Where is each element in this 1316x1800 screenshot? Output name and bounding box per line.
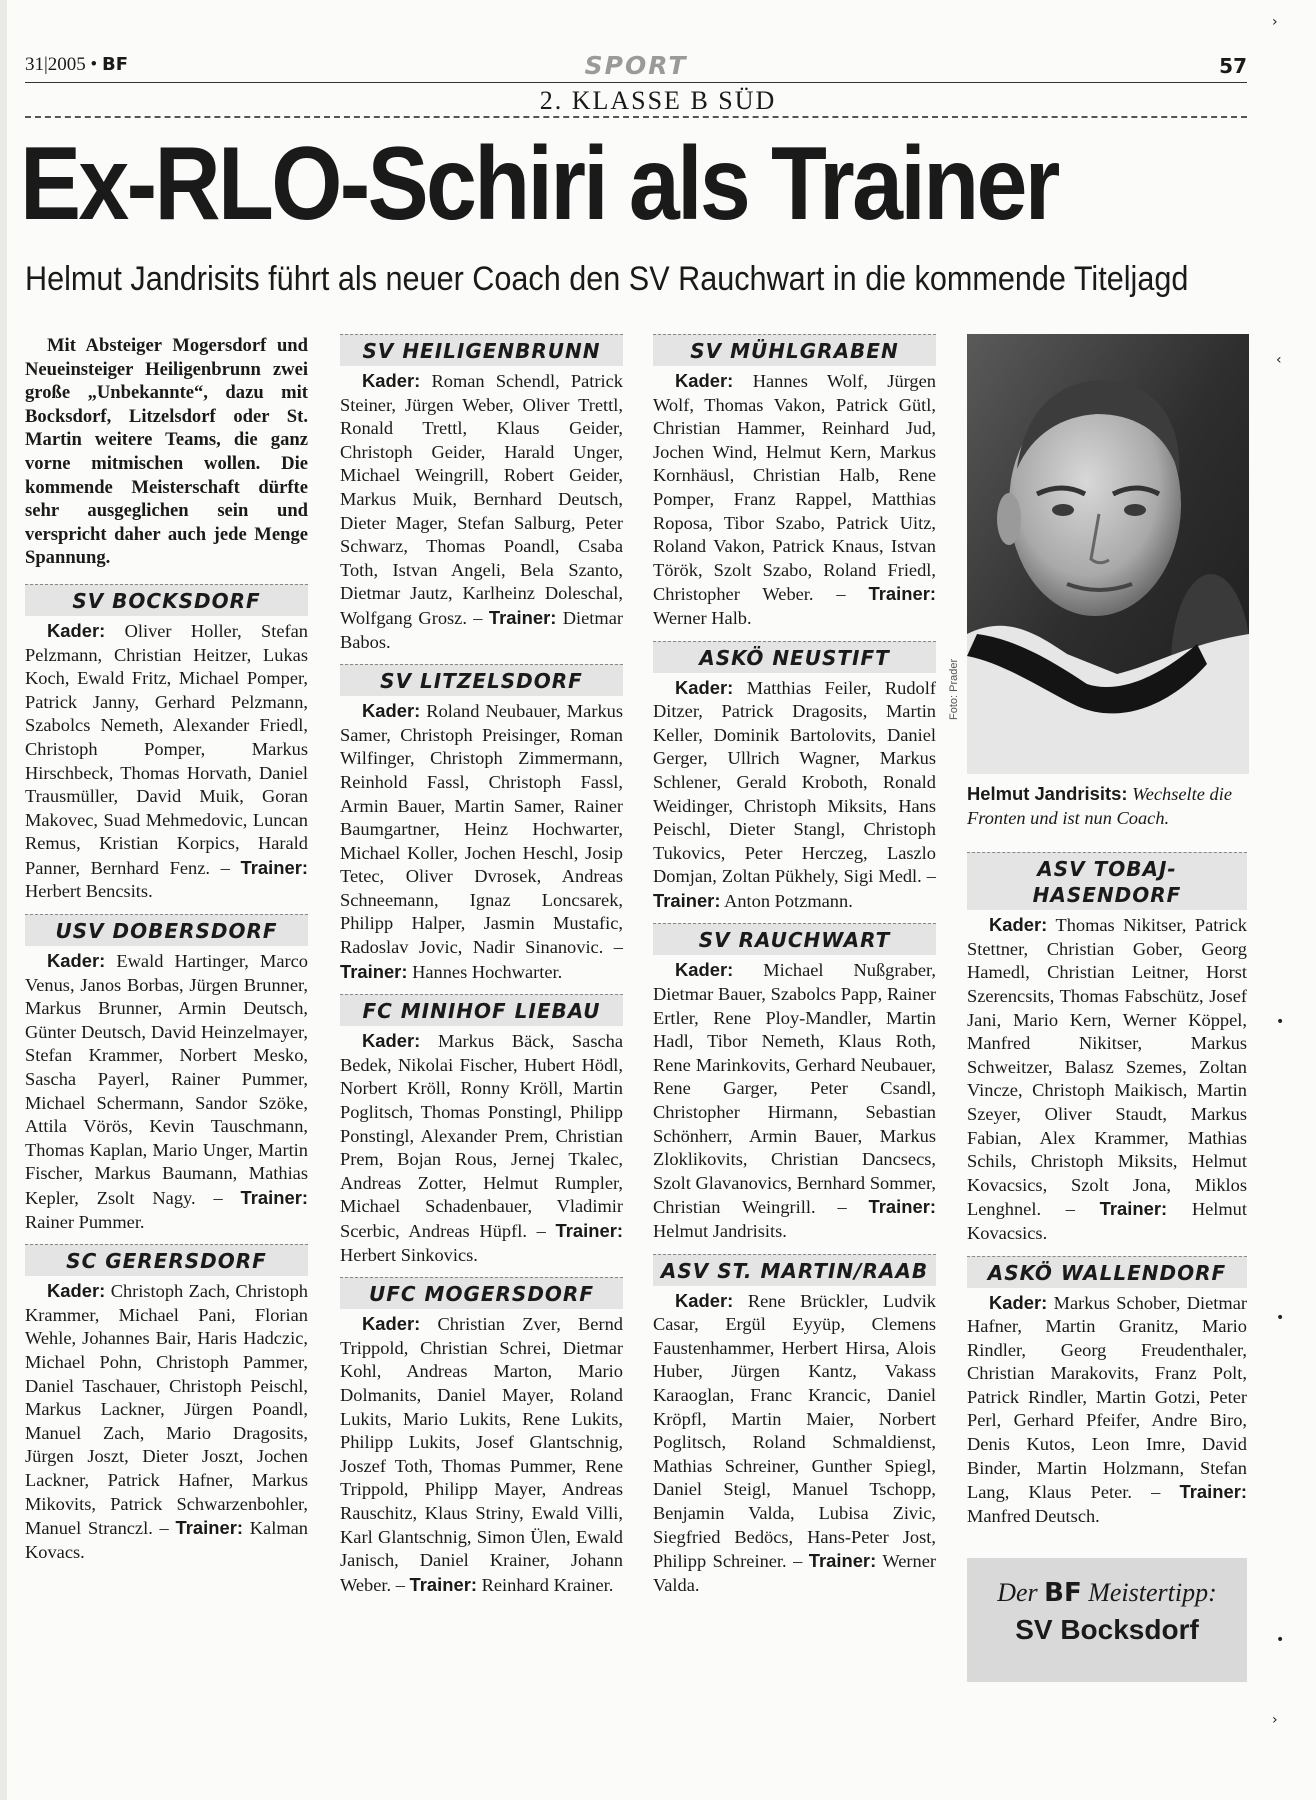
trainer-label: Trainer: bbox=[340, 960, 408, 982]
trainer-name: Manfred Deutsch. bbox=[967, 1505, 1100, 1526]
team-block bbox=[653, 923, 936, 1243]
trainer-label: Trainer: bbox=[653, 889, 721, 911]
team-name: SV LITZELSDORF bbox=[340, 664, 623, 696]
column-3 bbox=[653, 334, 936, 1607]
trainer-name: Werner Valda. bbox=[653, 1551, 936, 1595]
kader-list: Markus Schober, Dietmar Hafner, Martin Granitz, Mario Rindler, Georg Freudenthaler, Christian Marakovits, Franz Polt, Patrick Rindler, Martin Gotzi, Peter Perl, Gerhard Pfeifer, Andre Biro, Denis Kutos, Leon Imre, David Binder, Martin Holzmann, Stefan Lang, Klaus Peter. – bbox=[967, 1292, 1247, 1503]
kader-label: Kader: bbox=[675, 959, 734, 981]
kader-list: Hannes Wolf, Jürgen Wolf, Thomas Vakon, Patrick Gütl, Christian Hammer, Reinhard Jud, Jochen Wind, Helmut Kern, Markus Kornhäusl, Christian Halb, Rene Pomper, Franz Rappel, Matthias Roposa, Tibor Szabo, Patrick Uitz, Roland Vakon, Patrick Knaus, Istvan Török, Szolt Szabo, Roland Friedl, Christopher Weber. – bbox=[653, 371, 936, 605]
team-roster bbox=[25, 949, 308, 1234]
team-roster bbox=[25, 1279, 308, 1564]
margin-mark: • bbox=[1276, 1632, 1285, 1648]
kader-label: Kader: bbox=[989, 914, 1048, 936]
trainer-name: Herbert Sinkovics. bbox=[340, 1244, 478, 1265]
kader-label: Kader: bbox=[362, 1030, 421, 1052]
coach-photo bbox=[967, 334, 1249, 774]
trainer-name: Anton Potzmann. bbox=[724, 890, 853, 911]
team-name: ASV ST. MARTIN/RAAB bbox=[653, 1254, 936, 1286]
trainer-label: Trainer: bbox=[808, 1550, 877, 1572]
photo-credit: Foto: Prader bbox=[948, 658, 960, 720]
team-name: SV BOCKSDORF bbox=[25, 584, 308, 616]
kader-label: Kader: bbox=[675, 370, 734, 391]
team-block bbox=[967, 852, 1247, 1245]
team-block bbox=[653, 334, 936, 631]
column-2 bbox=[340, 334, 623, 1607]
team-block bbox=[340, 664, 623, 984]
issue-number: 31|2005 • bbox=[25, 54, 98, 75]
margin-mark: › bbox=[1272, 14, 1278, 30]
kader-list: Thomas Nikitser, Patrick Stettner, Christian Gober, Georg Hamedl, Christian Leitner, Horst Szerencsits, Thomas Fabschütz, Josef Jani, Mario Kern, Werner Köppel, Manfred Nikitser, Markus Schweitzer, Balasz Szemes, Zoltan Vincze, Christoph Maikisch, Martin Szeyer, Oliver Staudt, Markus Fabian, Alex Krammer, Mathias Schils, Christoph Miksits, Helmut Kovacsics, Szolt Jona, Miklos Lenghnel. – bbox=[967, 915, 1247, 1220]
league-name: 2. KLASSE B SÜD bbox=[539, 86, 777, 115]
kader-label: Kader: bbox=[675, 676, 734, 698]
team-block bbox=[653, 641, 936, 914]
page-number: 57 bbox=[1219, 54, 1247, 78]
photo-caption bbox=[967, 782, 1247, 830]
team-roster bbox=[25, 619, 308, 904]
tip-team: SV Bocksdorf bbox=[1015, 1614, 1199, 1646]
team-name: SV RAUCHWART bbox=[653, 923, 936, 955]
team-roster bbox=[340, 699, 623, 984]
trainer-name: Dietmar Babos. bbox=[340, 607, 623, 652]
trainer-label: Trainer: bbox=[1179, 1481, 1247, 1503]
header-rule bbox=[25, 82, 1247, 83]
intro-paragraph: Mit Absteiger Mogersdorf und Neueinsteiger Heiligenbrunn zwei große „Unbekannte“, dazu mit Bocksdorf, Litzelsdorf oder St. Martin weitere Teams, die ganz vorne mitmischen wollen. Die kommende Meisterschaft dürfte sehr ausgeglichen sein und verspricht daher auch jede Menge Spannung. bbox=[25, 335, 308, 569]
team-roster bbox=[967, 913, 1247, 1245]
kader-label: Kader: bbox=[47, 619, 106, 641]
trainer-label: Trainer: bbox=[868, 583, 936, 605]
trainer-name: Kalman Kovacs. bbox=[25, 1518, 308, 1562]
team-roster bbox=[653, 676, 936, 914]
team-name: SV MÜHLGRABEN bbox=[653, 334, 936, 366]
kader-list: Rene Brückler, Ludvik Casar, Ergül Eyyüp, Clemens Faustenhammer, Herbert Hirsa, Alois Huber, Jürgen Kantz, Vakass Karaoglan, Franc Krancic, Daniel Kröpfl, Martin Maier, Norbert Poglitsch, Roland Schmaldienst, Mathias Schreiner, Gunther Spiegl, Daniel Steigl, Manuel Tschopp, Benjamin Valda, Lubisa Zivic, Siegfried Bedöcs, Hans-Peter Jost, Philipp Schreiner. – bbox=[653, 1290, 936, 1572]
dashed-rule bbox=[25, 116, 1247, 118]
kader-list: Ewald Hartinger, Marco Venus, Janos Borbas, Jürgen Brunner, Markus Brunner, Armin Deutsch, Günter Deutsch, David Heinzelmayer, Stefan Krammer, Norbert Mesko, Sascha Payerl, Rainer Pummer, Michael Schermann, Sandor Szöke, Attila Vörös, Kevin Tauschmann, Thomas Kaplan, Mario Unger, Martin Fischer, Markus Baumann, Mathias Kepler, Zsolt Nagy. – bbox=[25, 951, 308, 1208]
kader-list: Christoph Zach, Christoph Krammer, Michael Pani, Florian Wehle, Johannes Bair, Haris Hadczic, Michael Pohn, Christoph Pammer, Daniel Taschauer, Christoph Peischl, Markus Lackner, Jürgen Poandl, Manuel Zach, Mario Dragosits, Jürgen Joszt, Dieter Joszt, Jochen Lackner, Patrick Hafner, Markus Mikovits, Patrick Schwarzenbohler, Manuel Stranczl. – bbox=[25, 1281, 308, 1539]
trainer-name: Herbert Bencsits. bbox=[25, 881, 153, 902]
team-roster bbox=[340, 1312, 623, 1597]
trainer-name: Helmut Kovacsics. bbox=[967, 1199, 1247, 1243]
trainer-label: Trainer: bbox=[1099, 1198, 1168, 1220]
team-roster bbox=[967, 1291, 1247, 1529]
kader-label: Kader: bbox=[675, 1289, 734, 1311]
team-block bbox=[25, 584, 308, 904]
kader-label: Kader: bbox=[362, 1313, 421, 1335]
team-name: SC GERERSDORF bbox=[25, 1244, 308, 1276]
team-name: SV HEILIGENBRUNN bbox=[340, 334, 623, 366]
team-roster bbox=[340, 369, 623, 654]
trainer-label: Trainer: bbox=[175, 1517, 243, 1539]
margin-mark: • bbox=[1276, 1014, 1285, 1030]
caption-name: Helmut Jandrisits: bbox=[967, 783, 1128, 804]
tip-brand: BF bbox=[1044, 1578, 1082, 1609]
tip-prefix: Der bbox=[997, 1578, 1038, 1608]
team-name: FC MINIHOF LIEBAU bbox=[340, 994, 623, 1026]
caption-text: Wechselte die Fronten und ist nun Coach. bbox=[967, 784, 1232, 828]
margin-mark: ‹ bbox=[1276, 352, 1282, 368]
kader-list: Christian Zver, Bernd Trippold, Christian Schrei, Dietmar Kohl, Andreas Marton, Mario Dolmanits, Daniel Mayer, Roland Lukits, Mario Lukits, Rene Lukits, Philipp Lukits, Josef Glantschnig, Joszef Toth, Thomas Pummer, Rene Trippold, Philipp Mayer, Andreas Rauschitz, Klaus Striny, Ewald Villi, Karl Glantschnig, Simon Ülen, Ewald Janisch, Daniel Krainer, Johann Weber. – bbox=[340, 1314, 623, 1595]
team-block bbox=[340, 994, 623, 1267]
trainer-label: Trainer: bbox=[409, 1573, 477, 1595]
team-block bbox=[25, 914, 308, 1234]
team-name: USV DOBERSDORF bbox=[25, 914, 308, 946]
trainer-label: Trainer: bbox=[240, 1187, 308, 1208]
kader-list: Roman Schendl, Patrick Steiner, Jürgen Weber, Oliver Trettl, Ronald Trettl, Klaus Geider, Christoph Geider, Harald Unger, Michael Weingrill, Robert Geider, Markus Muik, Bernhard Deutsch, Dieter Mager, Stefan Salburg, Peter Schwarz, Thomas Poandl, Csaba Toth, Istvan Angeli, Bela Szanto, Dietmar Jautz, Karlheinz Doleschal, Wolfgang Grosz. – bbox=[340, 371, 623, 628]
team-name: UFC MOGERSDORF bbox=[340, 1277, 623, 1309]
team-roster bbox=[653, 1289, 936, 1598]
trainer-name: Werner Halb. bbox=[653, 607, 752, 628]
trainer-name: Helmut Jandrisits. bbox=[653, 1221, 787, 1241]
team-name: ASKÖ WALLENDORF bbox=[967, 1256, 1247, 1288]
team-block bbox=[25, 1244, 308, 1564]
trainer-name: Reinhard Krainer. bbox=[481, 1574, 614, 1595]
kader-label: Kader: bbox=[989, 1291, 1048, 1313]
team-block bbox=[340, 334, 623, 654]
column-4 bbox=[967, 334, 1247, 1682]
brand-logo: BF bbox=[101, 54, 128, 75]
headline: Ex-RLO-Schiri als Trainer bbox=[20, 126, 1058, 242]
trainer-label: Trainer: bbox=[488, 606, 557, 628]
kader-list: Matthias Feiler, Rudolf Ditzer, Patrick Dragosits, Martin Keller, Dominik Bartolovits, Daniel Gerger, Ullrich Wagner, Markus Schlener, Gerald Kroboth, Ronald Weidinger, Christoph Miksits, Hans Peischl, Dieter Stangl, Christoph Tukovics, Peter Herczeg, Laszlo Domjan, Zoltan Pükhely, Sigi Medl. – bbox=[653, 677, 936, 887]
team-block bbox=[340, 1277, 623, 1597]
kader-list: Markus Bäck, Sascha Bedek, Nikolai Fischer, Hubert Hödl, Norbert Kröll, Ronny Kröll, Martin Poglitsch, Thomas Ponstingl, Philipp Ponstingl, Alexander Prem, Christian Prem, Bojan Rous, Jernej Tkalec, Andreas Zotter, Helmut Rumpler, Michael Schadenbauer, Vladimir Scerbic, Andreas Hüpfl. – bbox=[340, 1031, 623, 1241]
kader-list: Roland Neubauer, Markus Samer, Christoph Preisinger, Roman Wilfinger, Christoph Zimmermann, Reinhold Fassl, Christoph Fassl, Armin Bauer, Martin Samer, Rainer Baumgartner, Heinz Hochwarter, Michael Koller, Jochen Heschl, Josip Tetec, Oliver Dvrosek, Andreas Schneemann, Ignaz Loncsarek, Philipp Halper, Jasmin Mustafic, Radoslav Jovic, Nadir Sinanovic. – bbox=[340, 701, 623, 958]
trainer-label: Trainer: bbox=[240, 856, 308, 878]
tip-heading bbox=[967, 1576, 1247, 1610]
kader-label: Kader: bbox=[47, 1280, 106, 1302]
portrait-image bbox=[967, 334, 1249, 774]
tip-label: Meistertipp: bbox=[1088, 1578, 1217, 1608]
trainer-name: Rainer Pummer. bbox=[25, 1211, 145, 1232]
team-name: ASKÖ NEUSTIFT bbox=[653, 641, 936, 673]
trainer-label: Trainer: bbox=[868, 1196, 936, 1218]
kader-list: Michael Nußgraber, Dietmar Bauer, Szabolcs Papp, Rainer Ertler, Rene Ploy-Mandler, Martin Hadl, Tibor Nemeth, Klaus Roth, Rene Marinkovits, Gerhard Neubauer, Rene Garger, Peter Csandl, Christopher Hirmann, Sebastian Schönherr, Armin Bauer, Markus Zloklikovits, Christian Dancsecs, Szolt Glavanovics, Bernhard Sommer, Christian Weingrill. – bbox=[653, 960, 936, 1218]
team-roster bbox=[653, 369, 936, 631]
section-name: SPORT bbox=[584, 51, 688, 80]
championship-tip-box bbox=[967, 1558, 1247, 1682]
team-roster bbox=[653, 958, 936, 1243]
kader-label: Kader: bbox=[47, 950, 106, 972]
team-name: ASV TOBAJ-HASENDORF bbox=[967, 852, 1247, 910]
scan-edge bbox=[0, 0, 7, 1800]
trainer-label: Trainer: bbox=[555, 1220, 623, 1241]
team-roster bbox=[340, 1029, 623, 1267]
kader-list: Oliver Holler, Stefan Pelzmann, Christian Heitzer, Lukas Koch, Ewald Fritz, Michael Pomper, Patrick Janny, Gerhard Pelzmann, Szabolcs Nemeth, Alexander Friedl, Christoph Pomper, Markus Hirschbeck, Thomas Horvath, Daniel Trausmüller, David Muik, Goran Makovec, Suad Mehmedovic, Luncan Remus, Kristian Korpics, Harald Panner, Bernhard Fenz. – bbox=[25, 620, 308, 878]
column-1 bbox=[25, 334, 308, 1574]
margin-mark: › bbox=[1272, 1712, 1278, 1728]
page-header bbox=[25, 50, 1247, 82]
team-block bbox=[967, 1256, 1247, 1529]
trainer-name: Hannes Hochwarter. bbox=[412, 961, 563, 982]
team-block bbox=[653, 1254, 936, 1598]
margin-mark: • bbox=[1276, 1310, 1285, 1326]
kader-label: Kader: bbox=[362, 700, 421, 722]
subheadline: Helmut Jandrisits führt als neuer Coach den SV Rauchwart in die kommende Titeljagd bbox=[25, 260, 1189, 298]
kader-label: Kader: bbox=[362, 370, 421, 391]
